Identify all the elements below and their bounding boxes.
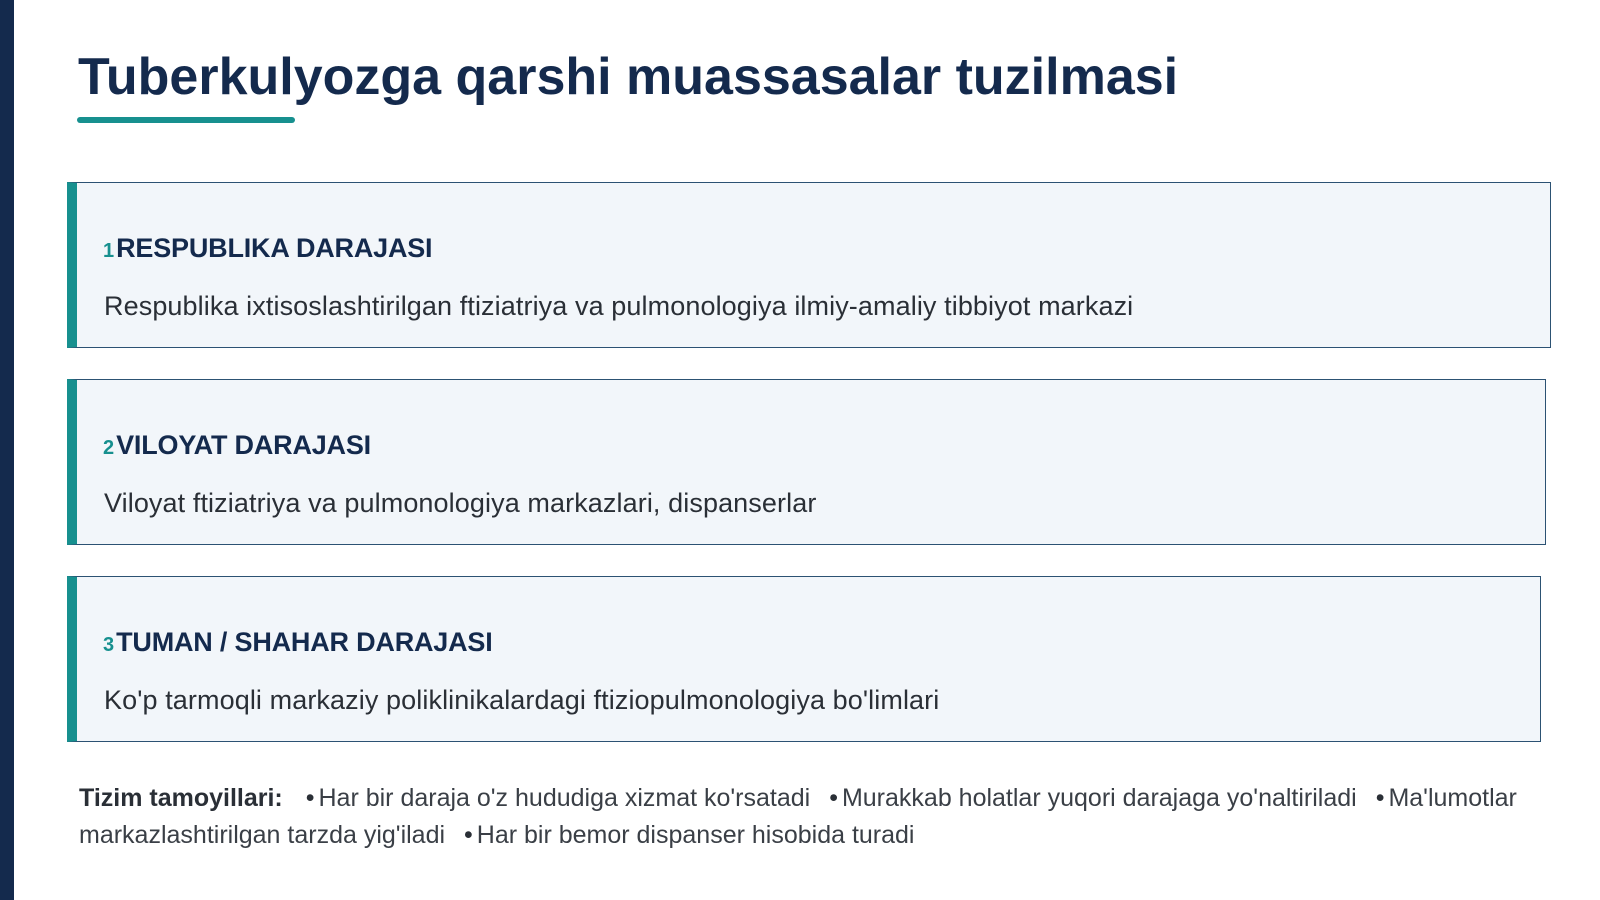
principles-label: Tizim tamoyillari: <box>79 784 283 812</box>
slide-title: Tuberkulyozga qarshi muassasalar tuzilmasi <box>78 48 1179 106</box>
level-title: TUMAN / SHAHAR DARAJASI <box>116 627 493 657</box>
level-description: Viloyat ftiziatriya va pulmonologiya markazlari, dispanserlar <box>104 488 817 518</box>
principle-item: Har bir bemor dispanser hisobida turadi <box>476 821 915 849</box>
level-card-district <box>67 576 1541 742</box>
level-heading <box>103 233 432 264</box>
level-heading <box>103 430 371 461</box>
bullet-icon: • <box>305 784 315 812</box>
level-description: Ko'p tarmoqli markaziy poliklinikalardagi ftiziopulmonologiya bo'limlari <box>104 685 940 715</box>
level-card-region <box>67 379 1546 545</box>
level-number: 1 <box>103 240 115 262</box>
principle-item: Ma'lumotlar markazlashtirilgan tarzda yig'iladi <box>79 784 1517 849</box>
level-card-republic <box>67 182 1551 348</box>
level-title: RESPUBLIKA DARAJASI <box>116 233 433 263</box>
bullet-icon: • <box>829 784 838 812</box>
level-number: 2 <box>103 437 115 459</box>
level-description: Respublika ixtisoslashtirilgan ftiziatriya va pulmonologiya ilmiy-amaliy tibbiyot markazi <box>104 291 1134 321</box>
system-principles <box>79 780 1529 854</box>
bullet-icon: • <box>1375 784 1385 812</box>
level-heading <box>103 627 493 658</box>
level-title: VILOYAT DARAJASI <box>116 430 371 460</box>
principle-item: Murakkab holatlar yuqori darajaga yo'naltiriladi <box>841 784 1357 812</box>
title-underline <box>77 117 295 123</box>
level-number: 3 <box>103 634 115 656</box>
principle-item: Har bir daraja o'z hududiga xizmat ko'rsatadi <box>318 784 811 812</box>
left-accent-bar <box>0 0 14 900</box>
bullet-icon: • <box>464 821 473 849</box>
